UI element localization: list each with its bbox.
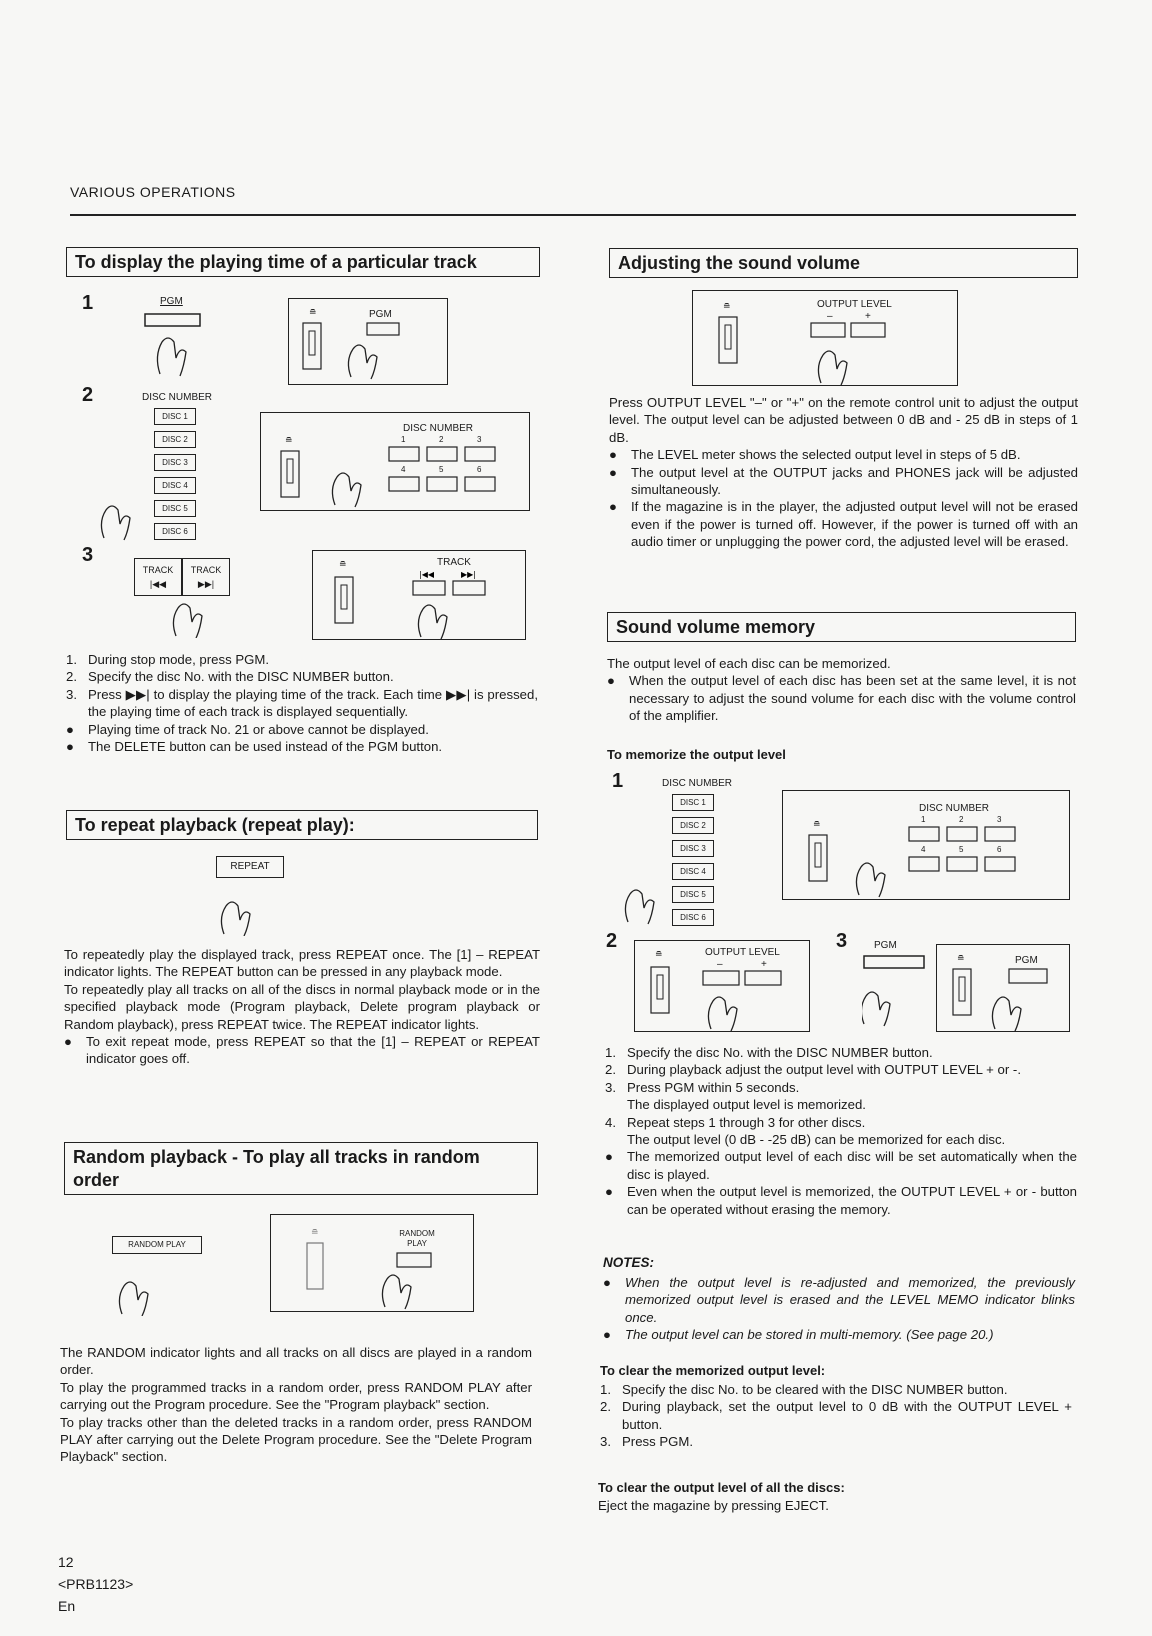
language-code: En (58, 1598, 76, 1614)
list-item: The output level (0 dB - -25 dB) can be memorized for each disc. (627, 1132, 1006, 1148)
repeat-para-2: To repeatedly play all tracks on all of the discs in normal playback mode or in the specified playback mode (Program playback, Delete program playback or Random playback), press REPEAT twice. The REPEAT indicator lights. (64, 981, 540, 1032)
list-item: ● The output level at the OUTPUT jacks and PHONES jack will be adjusted simultaneously. (609, 464, 1078, 498)
memory-remote-pgm-panel (936, 944, 1070, 1032)
random-title: Random playback - To play all tracks in random order (64, 1142, 538, 1195)
disc-3-button: DISC 3 (154, 454, 196, 471)
hand-press-icon (862, 940, 946, 1030)
step-3-number: 3 (82, 544, 94, 566)
svg-text:≘: ≘ (309, 308, 317, 318)
remote-output-level-label: OUTPUT LEVEL (705, 947, 780, 958)
list-item: 1. Specify the disc No. with the DISC NUMBER button. (605, 1045, 933, 1060)
num-2: 2 (439, 435, 444, 444)
svg-text:≘: ≘ (957, 954, 965, 964)
list-item: ● The DELETE button can be used instead of the PGM button. (66, 739, 443, 755)
num-4: 4 (921, 845, 926, 854)
next-track-icon: ▶▶| (197, 579, 215, 589)
list-item: 4. Repeat steps 1 through 3 for other discs. (605, 1114, 866, 1130)
num-6: 6 (477, 465, 482, 474)
clear-instructions (600, 1381, 1072, 1451)
memory-para: The output level of each disc can be memorized. (607, 656, 891, 671)
svg-text:≘: ≘ (655, 950, 663, 960)
repeat-para-1: To repeatedly play the displayed track, press REPEAT once. The [1] – REPEAT indicator lights. The REPEAT button can be pressed in any playback mode. (64, 947, 540, 980)
notes-heading: NOTES: (603, 1255, 655, 1270)
remote-disc-number-icon (261, 413, 529, 510)
notes-list (603, 1274, 1075, 1344)
hand-press-icon (140, 296, 240, 386)
random-play-button-illustration (112, 1236, 212, 1316)
disc-5-button: DISC 5 (154, 500, 196, 517)
disc-5-button: DISC 5 (672, 886, 714, 903)
list-item: ● When the output level is re-adjusted and memorized, the previously memorized output level is erased and the LEVEL MEMO indicator blinks once. (603, 1275, 1075, 1325)
page-number: 12 (58, 1554, 74, 1570)
repeat-button: REPEAT (216, 856, 284, 878)
repeat-instructions (64, 946, 540, 1068)
memory-intro (607, 655, 1076, 725)
clear-all-heading: To clear the output level of all the discs: (598, 1480, 845, 1495)
list-item: 3. Press PGM. (600, 1434, 694, 1450)
list-item: The displayed output level is memorized. (627, 1097, 866, 1113)
memory-step-1-number: 1 (612, 770, 624, 792)
remote-disc-number-label: DISC NUMBER (919, 803, 990, 814)
pgm-button-illustration (140, 296, 240, 386)
list-item: 3. Press ▶▶| to display the playing time of the track. Each time ▶▶| is pressed, the playing time of each track is displayed sequentially. (66, 686, 538, 720)
remote-output-level-panel (692, 290, 958, 386)
repeat-button-illustration (216, 856, 296, 936)
playing-time-instructions (66, 651, 538, 755)
list-item: 1. During stop mode, press PGM. (66, 652, 270, 667)
pgm-label: PGM (874, 940, 897, 951)
list-item: ● The memorized output level of each disc will be set automatically when the disc is played. (605, 1149, 1077, 1182)
disc-4-button: DISC 4 (154, 477, 196, 494)
clear-all-text: Eject the magazine by pressing EJECT. (598, 1498, 829, 1513)
random-instructions (60, 1344, 532, 1466)
disc-number-label: DISC NUMBER (662, 778, 733, 789)
list-item: 1. Specify the disc No. to be cleared with the DISC NUMBER button. (600, 1382, 1008, 1397)
track-buttons-illustration (134, 558, 238, 638)
playing-time-title: To display the playing time of a particular track (66, 247, 540, 277)
volume-title: Adjusting the sound volume (609, 248, 1078, 278)
disc-2-button: DISC 2 (672, 817, 714, 834)
svg-text:≘: ≘ (285, 436, 293, 446)
remote-track-label: TRACK (437, 557, 471, 568)
list-item: ● The LEVEL meter shows the selected output level in steps of 5 dB. (609, 447, 1021, 463)
remote-output-level-label: OUTPUT LEVEL (817, 299, 892, 310)
clear-heading: To clear the memorized output level: (600, 1363, 826, 1378)
list-item: ● Even when the output level is memorized, the OUTPUT LEVEL + or - button can be operated without erasing the memory. (605, 1184, 1077, 1217)
pgm-label: PGM (160, 296, 183, 307)
svg-text:▶▶|: ▶▶| (461, 570, 476, 579)
random-para-3: To play tracks other than the deleted tracks in a random order, press RANDOM PLAY after carrying out the Delete Program procedure. See the "Delete Program Playback" section. (60, 1414, 532, 1465)
remote-pgm-panel (288, 298, 448, 385)
memory-pgm-button (862, 940, 946, 1030)
disc-number-label: DISC NUMBER (142, 392, 213, 403)
random-para-2: To play the programmed tracks in a random order, press RANDOM PLAY after carrying out the Program procedure. See the "Program playback" section. (60, 1379, 532, 1413)
hand-press-icon (134, 558, 234, 638)
memorize-heading: To memorize the output level (607, 747, 786, 762)
section-header: VARIOUS OPERATIONS (70, 184, 236, 200)
num-3: 3 (477, 435, 482, 444)
memory-step-3-number: 3 (836, 930, 848, 952)
track-next-label: TRACK (190, 565, 222, 575)
disc-1-button: DISC 1 (672, 794, 714, 811)
memory-remote-disc-icon (783, 791, 1069, 899)
memory-remote-pgm-icon (937, 945, 1069, 1031)
disc-3-button: DISC 3 (672, 840, 714, 857)
disc-4-button: DISC 4 (672, 863, 714, 880)
plus-label: + (761, 959, 767, 970)
svg-text:|◀◀: |◀◀ (419, 570, 434, 579)
plus-label: + (865, 311, 871, 322)
hand-press-icon (216, 856, 296, 936)
memory-title: Sound volume memory (607, 612, 1076, 642)
memory-step-2-number: 2 (606, 930, 618, 952)
remote-random-icon (271, 1215, 473, 1311)
list-item: ● When the output level of each disc has been set at the same level, it is not necessary to adjust the sound volume for each disc with the volume control of the amplifier. (607, 673, 1076, 724)
remote-random-panel (270, 1214, 474, 1312)
svg-text:≘: ≘ (311, 1228, 319, 1238)
remote-track-icon (313, 551, 525, 639)
memory-remote-output-panel (634, 940, 810, 1032)
step-1-number: 1 (82, 292, 94, 314)
memory-remote-output-icon (635, 941, 809, 1031)
header-rule (70, 214, 1076, 216)
list-item: ● To exit repeat mode, press REPEAT so that the [1] – REPEAT or REPEAT indicator goes off. (64, 1034, 540, 1067)
document-code: <PRB1123> (58, 1576, 134, 1592)
num-1: 1 (921, 815, 926, 824)
remote-pgm-label: PGM (369, 309, 392, 320)
disc-6-button: DISC 6 (672, 909, 714, 926)
minus-label: – (827, 311, 833, 322)
volume-para: Press OUTPUT LEVEL "–" or "+" on the remote control unit to adjust the output level. The output level can be adjusted between 0 dB and - 25 dB in steps of 1 dB. (609, 395, 1078, 445)
random-para-1: The RANDOM indicator lights and all tracks on all discs are played in a random order. (60, 1345, 532, 1378)
disc-1-button: DISC 1 (154, 408, 196, 425)
hand-press-icon (90, 482, 150, 542)
num-6: 6 (997, 845, 1002, 854)
remote-random-label: RANDOM PLAY (399, 1229, 435, 1248)
svg-text:≘: ≘ (813, 820, 821, 830)
disc-number-buttons-illustration (140, 392, 260, 540)
remote-disc-number-panel (260, 412, 530, 511)
hand-press-icon (112, 1236, 212, 1316)
num-1: 1 (401, 435, 406, 444)
num-2: 2 (959, 815, 964, 824)
list-item: ● If the magazine is in the player, the adjusted output level will not be erased even if the power is turned off. However, if the power is turned off with an audio timer or unplugging the power cord, the adjusted level will be erased. (609, 499, 1078, 550)
hand-press-icon (614, 866, 674, 926)
step-2-number: 2 (82, 384, 94, 406)
svg-text:≘: ≘ (339, 560, 347, 570)
list-item: 3. Press PGM within 5 seconds. (605, 1079, 800, 1095)
track-prev-label: TRACK (142, 565, 174, 575)
list-item: ● Playing time of track No. 21 or above cannot be displayed. (66, 721, 429, 737)
list-item: ● The output level can be stored in multi-memory. (See page 20.) (603, 1327, 994, 1343)
num-5: 5 (439, 465, 444, 474)
prev-track-icon: |◀◀ (149, 579, 167, 589)
minus-label: – (717, 959, 723, 970)
repeat-title: To repeat playback (repeat play): (66, 810, 538, 840)
memory-disc-number-buttons (660, 778, 760, 928)
remote-pgm-label: PGM (1015, 955, 1038, 966)
num-4: 4 (401, 465, 406, 474)
list-item: 2. During playback adjust the output level with OUTPUT LEVEL + or -. (605, 1062, 1021, 1078)
remote-track-panel (312, 550, 526, 640)
memory-remote-disc-panel (782, 790, 1070, 900)
num-3: 3 (997, 815, 1002, 824)
list-item: 2. During playback, set the output level to 0 dB with the OUTPUT LEVEL + button. (600, 1399, 1072, 1432)
list-item: 2. Specify the disc No. with the DISC NUMBER button. (66, 669, 394, 685)
memory-instructions (605, 1044, 1077, 1218)
remote-output-level-icon (693, 291, 957, 385)
random-play-button: RANDOM PLAY (112, 1236, 202, 1254)
volume-instructions (609, 394, 1078, 551)
remote-disc-number-label: DISC NUMBER (403, 423, 474, 434)
disc-2-button: DISC 2 (154, 431, 196, 448)
svg-text:≘: ≘ (723, 302, 731, 312)
disc-6-button: DISC 6 (154, 523, 196, 540)
remote-pgm-icon (289, 299, 447, 384)
num-5: 5 (959, 845, 964, 854)
